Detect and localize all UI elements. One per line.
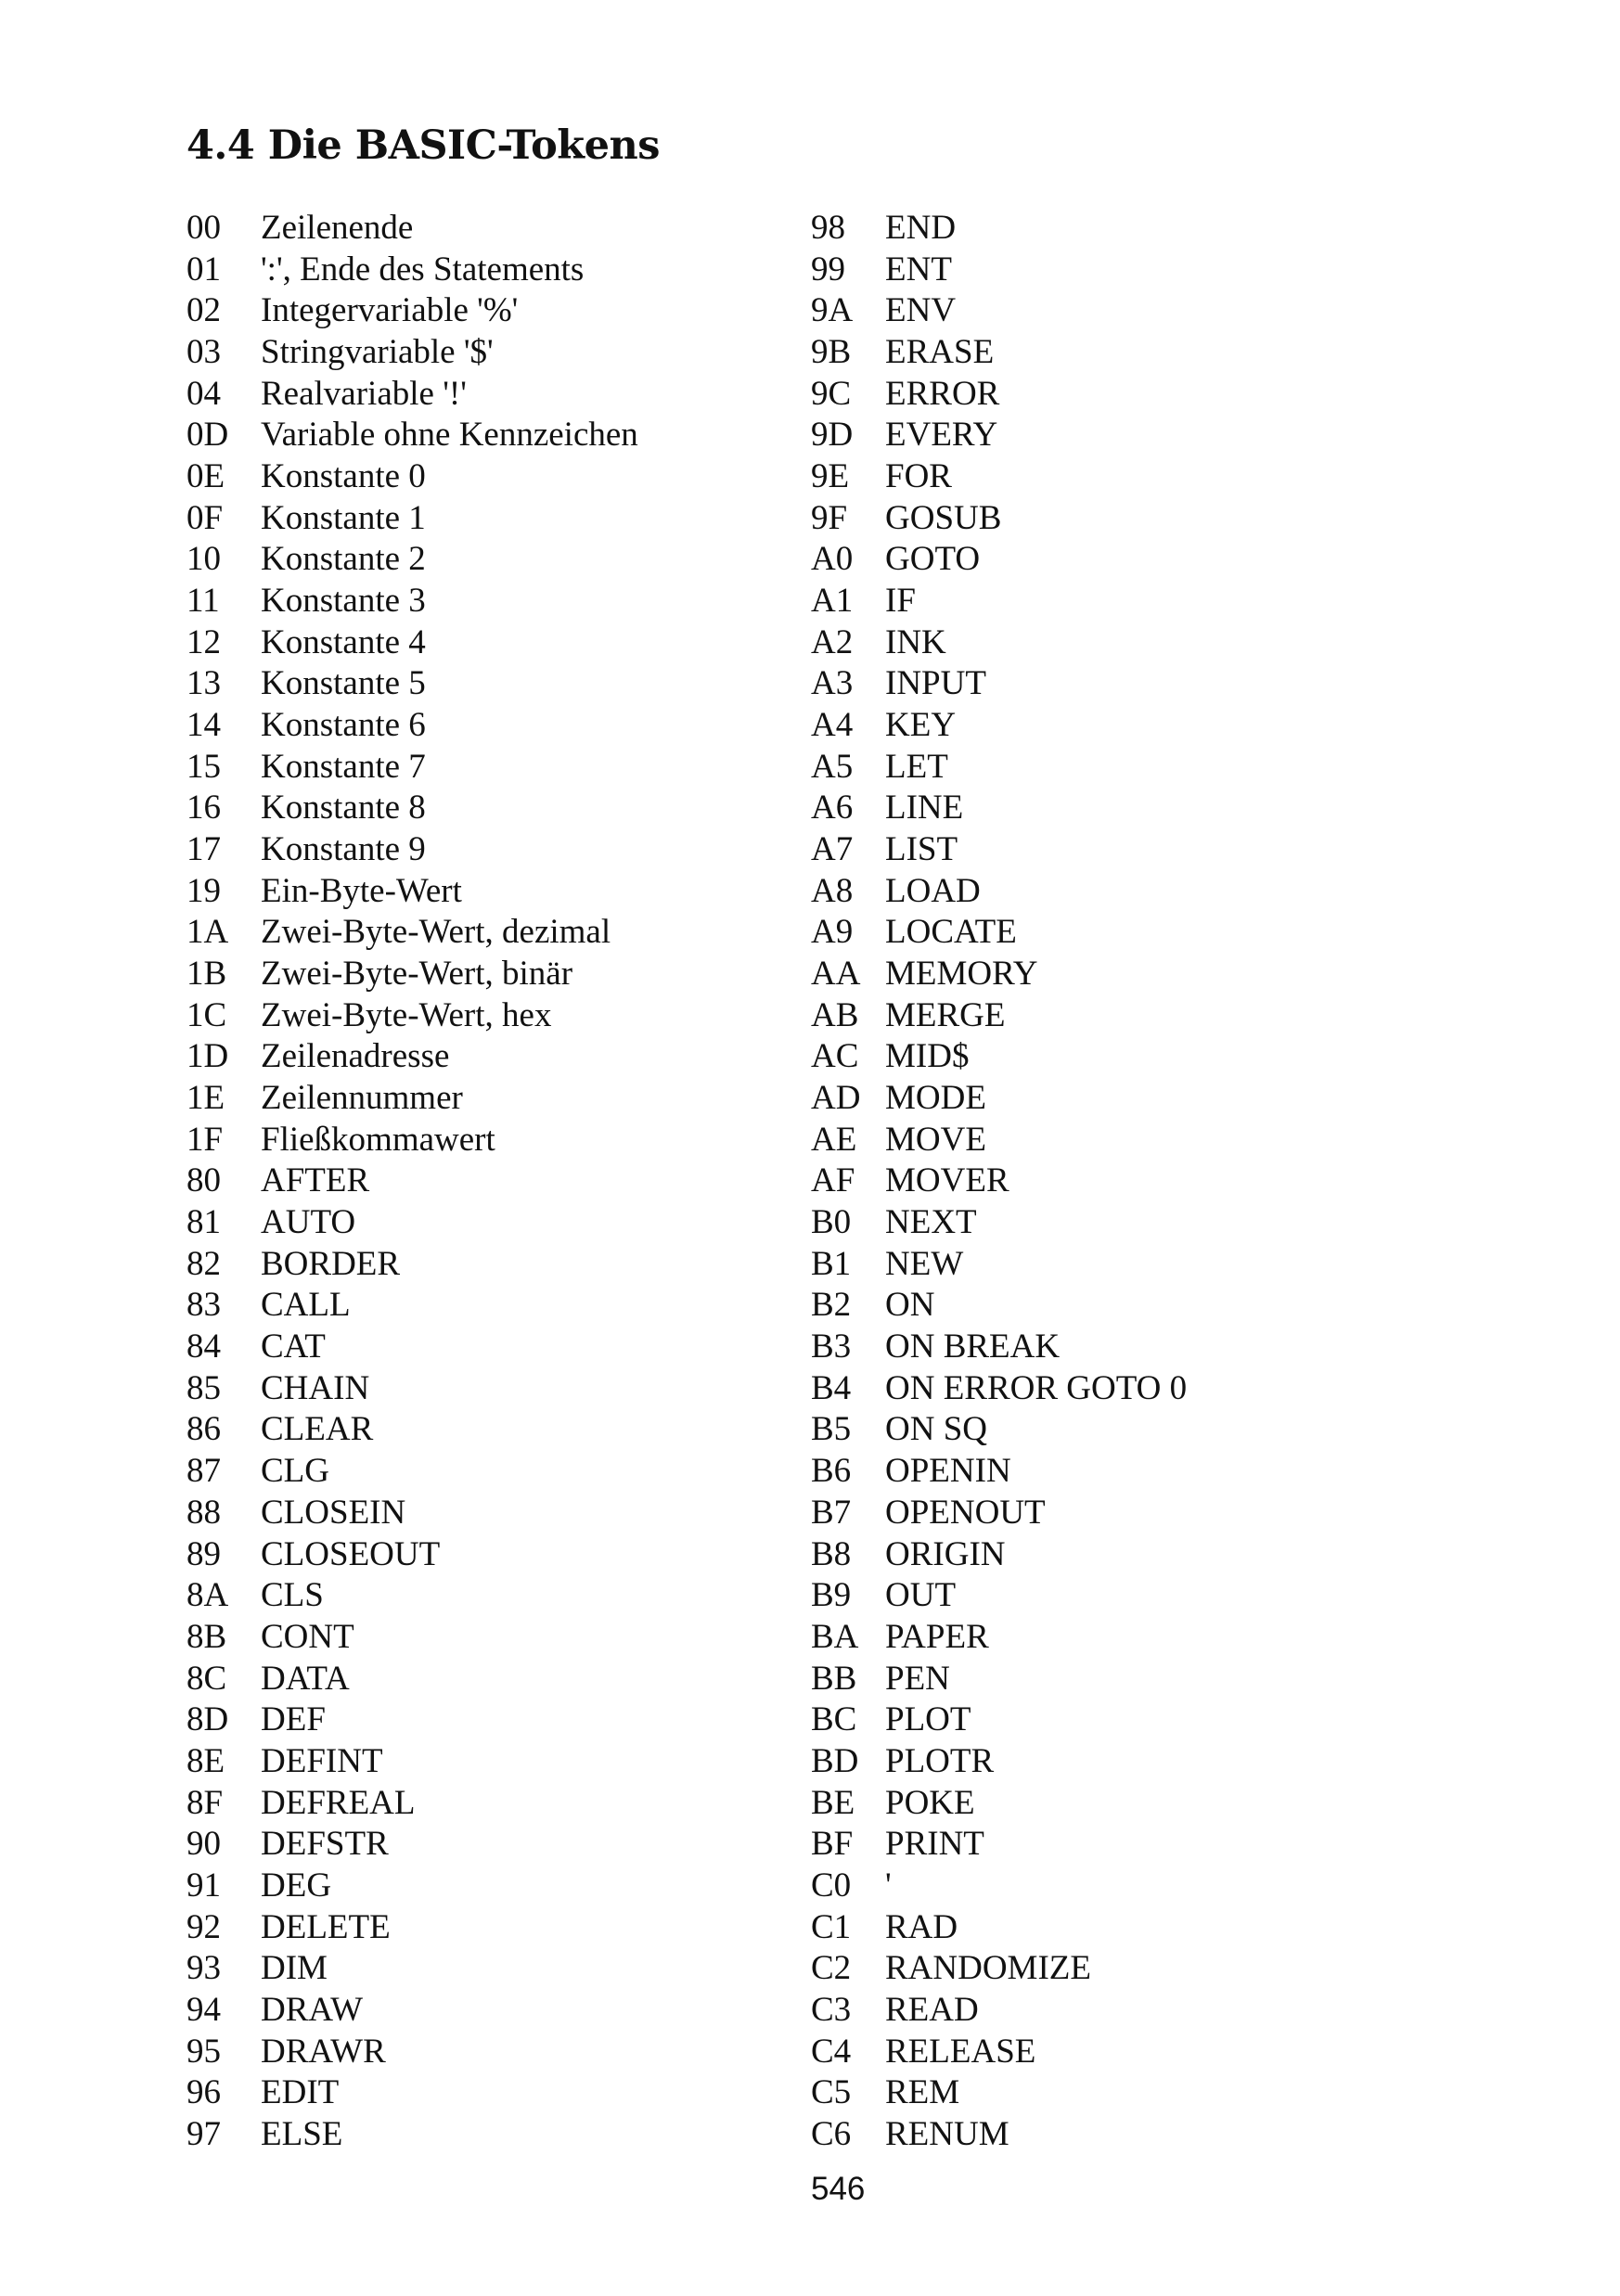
token-name: GOTO (885, 540, 981, 579)
token-name: MOVER (885, 1161, 1009, 1200)
token-name: MID$ (885, 1037, 970, 1076)
token-code: B9 (811, 1576, 852, 1615)
token-row (811, 539, 1187, 581)
token-code: 91 (186, 1866, 221, 1905)
token-code: 92 (186, 1907, 221, 1946)
token-row (186, 1534, 638, 1576)
token-row (811, 995, 1187, 1037)
token-row (186, 1202, 638, 1244)
token-name: ' (885, 1866, 892, 1905)
token-code: 93 (186, 1949, 221, 1988)
token-name: DEFREAL (261, 1783, 416, 1822)
token-code: 03 (186, 333, 221, 372)
token-row (186, 539, 638, 581)
token-code: 9A (811, 291, 854, 330)
token-name: CLS (261, 1576, 324, 1615)
token-name: MERGE (885, 995, 1006, 1034)
token-row (186, 871, 638, 913)
token-row (811, 1493, 1187, 1534)
token-name: CLEAR (261, 1410, 374, 1449)
token-name: RAD (885, 1907, 958, 1946)
token-name: LIST (885, 830, 958, 869)
token-name: ON SQ (885, 1410, 987, 1449)
token-name: Konstante 3 (261, 582, 426, 621)
token-name: Konstante 7 (261, 747, 426, 786)
token-name: READ (885, 1990, 979, 2029)
token-row (186, 829, 638, 871)
token-name: LINE (885, 789, 964, 827)
token-row (811, 250, 1187, 291)
token-row (186, 663, 638, 705)
token-code: A6 (811, 789, 854, 827)
token-name: Variable ohne Kennzeichen (261, 416, 638, 455)
token-name: Fließkommawert (261, 1120, 495, 1159)
token-name: Zwei-Byte-Wert, dezimal (261, 913, 611, 952)
token-code: 12 (186, 622, 221, 661)
token-name: Konstante 1 (261, 498, 426, 537)
token-row (186, 1575, 638, 1617)
token-code: 94 (186, 1990, 221, 2029)
token-row (811, 332, 1187, 374)
token-row (811, 1948, 1187, 1990)
token-code: C3 (811, 1990, 852, 2029)
token-row (811, 1202, 1187, 1244)
token-row (186, 2072, 638, 2114)
token-row (186, 1866, 638, 1907)
token-code: 15 (186, 747, 221, 786)
token-row (186, 208, 638, 250)
token-code: C4 (811, 2032, 852, 2071)
token-code: 04 (186, 374, 221, 413)
token-code: 8C (186, 1659, 227, 1698)
token-row (186, 705, 638, 747)
token-table-right-column (811, 208, 1187, 2156)
token-code: B3 (811, 1328, 852, 1366)
token-name: AFTER (261, 1161, 370, 1200)
token-name: CAT (261, 1328, 326, 1366)
token-code: 13 (186, 664, 221, 703)
token-name: OPENIN (885, 1452, 1011, 1491)
token-name: Zwei-Byte-Wert, binär (261, 955, 573, 994)
token-name: CLG (261, 1452, 329, 1491)
token-code: 9F (811, 498, 848, 537)
token-code: 1B (186, 955, 227, 994)
token-row (811, 622, 1187, 664)
token-row (811, 1617, 1187, 1659)
token-name: DRAWR (261, 2032, 386, 2071)
token-name: Zwei-Byte-Wert, hex (261, 995, 552, 1034)
token-row (186, 456, 638, 498)
token-row (186, 1783, 638, 1825)
page-number: 546 (811, 2171, 866, 2207)
token-name: BORDER (261, 1244, 401, 1283)
token-code: 8D (186, 1700, 229, 1739)
token-name: NEXT (885, 1203, 977, 1242)
token-name: Konstante 8 (261, 789, 426, 827)
token-row (186, 1368, 638, 1410)
token-row (811, 1700, 1187, 1741)
token-name: DELETE (261, 1907, 391, 1946)
token-code: BF (811, 1825, 854, 1864)
token-row (186, 1078, 638, 1120)
token-code: AE (811, 1120, 857, 1159)
token-row (186, 954, 638, 995)
token-name: ':', Ende des Statements (261, 250, 585, 289)
token-code: 00 (186, 209, 221, 247)
token-name: END (885, 209, 957, 247)
token-name: GOSUB (885, 498, 1002, 537)
token-row (811, 415, 1187, 456)
token-code: 80 (186, 1161, 221, 1200)
token-row (186, 788, 638, 829)
token-row (186, 1120, 638, 1161)
token-name: Zeilennummer (261, 1079, 463, 1118)
token-name: Konstante 9 (261, 830, 426, 869)
token-code: 8E (186, 1741, 225, 1780)
token-row (186, 374, 638, 416)
token-code: 14 (186, 706, 221, 745)
token-row (811, 788, 1187, 829)
token-code: 0D (186, 416, 229, 455)
token-row (186, 1409, 638, 1451)
token-name: Zeilenadresse (261, 1037, 450, 1076)
token-code: 02 (186, 291, 221, 330)
token-name: MEMORY (885, 955, 1038, 994)
token-code: A5 (811, 747, 854, 786)
token-row (186, 1493, 638, 1534)
token-code: A7 (811, 830, 854, 869)
token-row (811, 663, 1187, 705)
token-name: ENV (885, 291, 957, 330)
token-row (186, 1824, 638, 1866)
token-name: Konstante 0 (261, 457, 426, 496)
token-code: 8A (186, 1576, 229, 1615)
token-name: LOAD (885, 871, 981, 910)
token-code: AB (811, 995, 859, 1034)
token-name: EDIT (261, 2073, 340, 2112)
token-name: Ein-Byte-Wert (261, 871, 462, 910)
token-name: REM (885, 2073, 960, 2112)
token-code: 81 (186, 1203, 221, 1242)
token-row (811, 1741, 1187, 1783)
token-row (186, 1741, 638, 1783)
token-name: POKE (885, 1783, 975, 1822)
token-code: BB (811, 1659, 857, 1698)
token-row (811, 1327, 1187, 1368)
token-row (186, 2032, 638, 2073)
token-row (186, 1327, 638, 1368)
token-code: 89 (186, 1534, 221, 1573)
token-code: C5 (811, 2073, 852, 2112)
token-code: A9 (811, 913, 854, 952)
token-row (811, 2072, 1187, 2114)
token-name: Realvariable '!' (261, 374, 467, 413)
token-name: PLOT (885, 1700, 971, 1739)
token-name: MOVE (885, 1120, 986, 1159)
token-code: 0E (186, 457, 225, 496)
token-row (186, 1036, 638, 1078)
token-code: B4 (811, 1368, 852, 1407)
token-name: DEFSTR (261, 1825, 389, 1864)
token-row (811, 1824, 1187, 1866)
token-row (811, 2032, 1187, 2073)
token-name: PAPER (885, 1617, 989, 1656)
token-row (811, 1244, 1187, 1286)
token-code: 88 (186, 1493, 221, 1532)
token-code: BA (811, 1617, 859, 1656)
token-name: ON (885, 1286, 935, 1325)
token-row (186, 1948, 638, 1990)
token-code: AC (811, 1037, 859, 1076)
token-code: 1D (186, 1037, 229, 1076)
token-code: 1F (186, 1120, 224, 1159)
token-code: 97 (186, 2114, 221, 2153)
token-code: B7 (811, 1493, 852, 1532)
token-code: BE (811, 1783, 855, 1822)
token-code: B1 (811, 1244, 852, 1283)
token-name: EVERY (885, 416, 998, 455)
token-code: A1 (811, 582, 854, 621)
token-row (811, 1161, 1187, 1202)
token-name: RELEASE (885, 2032, 1036, 2071)
token-name: Integervariable '%' (261, 291, 519, 330)
token-code: B5 (811, 1410, 852, 1449)
token-code: A8 (811, 871, 854, 910)
token-name: ERASE (885, 333, 995, 372)
token-row (811, 1659, 1187, 1700)
token-name: IF (885, 582, 916, 621)
token-name: RANDOMIZE (885, 1949, 1091, 1988)
token-name: LOCATE (885, 913, 1017, 952)
token-code: 9D (811, 416, 854, 455)
token-code: 85 (186, 1368, 221, 1407)
token-row (811, 1409, 1187, 1451)
token-name: NEW (885, 1244, 964, 1283)
token-code: 1C (186, 995, 227, 1034)
token-row (811, 374, 1187, 416)
token-code: 82 (186, 1244, 221, 1283)
token-row (811, 954, 1187, 995)
token-name: Konstante 6 (261, 706, 426, 745)
token-code: 86 (186, 1410, 221, 1449)
token-row (186, 622, 638, 664)
token-name: Zeilenende (261, 209, 414, 247)
token-name: DEFINT (261, 1741, 383, 1780)
token-name: ELSE (261, 2114, 343, 2153)
token-code: 8F (186, 1783, 224, 1822)
token-row (811, 1783, 1187, 1825)
token-code: 87 (186, 1452, 221, 1491)
token-name: ERROR (885, 374, 1000, 413)
token-name: PRINT (885, 1825, 984, 1864)
token-code: 0F (186, 498, 224, 537)
token-code: BC (811, 1700, 857, 1739)
token-name: Konstante 4 (261, 622, 426, 661)
token-code: C1 (811, 1907, 852, 1946)
token-row (186, 332, 638, 374)
token-name: CHAIN (261, 1368, 370, 1407)
token-row (186, 995, 638, 1037)
token-name: LET (885, 747, 948, 786)
token-name: PEN (885, 1659, 950, 1698)
token-code: AD (811, 1079, 861, 1118)
token-name: INPUT (885, 664, 986, 703)
token-row (811, 2114, 1187, 2156)
token-row (811, 1534, 1187, 1576)
token-code: 98 (811, 209, 845, 247)
token-row (811, 1036, 1187, 1078)
token-code: 96 (186, 2073, 221, 2112)
token-row (811, 581, 1187, 622)
token-code: C2 (811, 1949, 852, 1988)
token-name: ON ERROR GOTO 0 (885, 1368, 1188, 1407)
token-code: B6 (811, 1452, 852, 1491)
token-row (811, 208, 1187, 250)
token-code: A4 (811, 706, 854, 745)
token-row (186, 290, 638, 332)
token-name: CALL (261, 1286, 351, 1325)
token-row (811, 456, 1187, 498)
token-name: ORIGIN (885, 1534, 1006, 1573)
token-name: ON BREAK (885, 1328, 1061, 1366)
token-code: 99 (811, 250, 845, 289)
token-code: A2 (811, 622, 854, 661)
token-code: B2 (811, 1286, 852, 1325)
token-row (811, 290, 1187, 332)
token-name: MODE (885, 1079, 986, 1118)
token-row (186, 1907, 638, 1949)
token-code: 83 (186, 1286, 221, 1325)
token-row (811, 1120, 1187, 1161)
token-name: OPENOUT (885, 1493, 1046, 1532)
token-row (186, 1700, 638, 1741)
token-name: ENT (885, 250, 952, 289)
token-code: 19 (186, 871, 221, 910)
token-name: KEY (885, 706, 957, 745)
token-row (811, 1368, 1187, 1410)
token-table-left-column (186, 208, 638, 2156)
token-name: Konstante 5 (261, 664, 426, 703)
token-name: CLOSEOUT (261, 1534, 441, 1573)
token-row (811, 1451, 1187, 1493)
token-name: PLOTR (885, 1741, 995, 1780)
token-code: C6 (811, 2114, 852, 2153)
token-row (811, 498, 1187, 540)
token-code: 95 (186, 2032, 221, 2071)
token-name: OUT (885, 1576, 957, 1615)
token-row (186, 581, 638, 622)
token-code: 17 (186, 830, 221, 869)
token-code: 9B (811, 333, 852, 372)
token-row (186, 1244, 638, 1286)
token-code: 9E (811, 457, 850, 496)
token-name: CONT (261, 1617, 354, 1656)
token-code: C0 (811, 1866, 852, 1905)
token-name: DIM (261, 1949, 328, 1988)
token-row (186, 415, 638, 456)
token-code: 90 (186, 1825, 221, 1864)
token-row (186, 1161, 638, 1202)
token-row (186, 1451, 638, 1493)
token-name: DATA (261, 1659, 350, 1698)
page-title: 4.4 Die BASIC-Tokens (186, 122, 660, 169)
token-name: DRAW (261, 1990, 364, 2029)
token-row (811, 1866, 1187, 1907)
token-code: 10 (186, 540, 221, 579)
token-code: A3 (811, 664, 854, 703)
token-code: A0 (811, 540, 854, 579)
token-row (186, 1990, 638, 2032)
token-row (811, 1285, 1187, 1327)
token-code: AA (811, 955, 861, 994)
token-row (811, 829, 1187, 871)
token-code: BD (811, 1741, 859, 1780)
token-code: AF (811, 1161, 855, 1200)
token-row (186, 2114, 638, 2156)
token-row (811, 1078, 1187, 1120)
token-row (811, 871, 1187, 913)
token-name: FOR (885, 457, 952, 496)
token-name: Konstante 2 (261, 540, 426, 579)
token-code: B0 (811, 1203, 852, 1242)
token-name: AUTO (261, 1203, 356, 1242)
token-code: 1A (186, 913, 229, 952)
token-name: CLOSEIN (261, 1493, 406, 1532)
token-code: 11 (186, 582, 220, 621)
token-name: Stringvariable '$' (261, 333, 494, 372)
token-row (186, 1659, 638, 1700)
token-row (811, 747, 1187, 789)
token-name: INK (885, 622, 946, 661)
token-code: 1E (186, 1079, 225, 1118)
token-code: 9C (811, 374, 852, 413)
token-code: 01 (186, 250, 221, 289)
token-code: 84 (186, 1328, 221, 1366)
token-code: 8B (186, 1617, 227, 1656)
token-row (186, 747, 638, 789)
token-code: B8 (811, 1534, 852, 1573)
token-row (186, 1617, 638, 1659)
token-row (186, 1285, 638, 1327)
token-name: DEG (261, 1866, 332, 1905)
token-row (811, 1907, 1187, 1949)
token-name: RENUM (885, 2114, 1009, 2153)
token-row (186, 912, 638, 954)
token-row (811, 912, 1187, 954)
token-code: 16 (186, 789, 221, 827)
token-row (811, 1575, 1187, 1617)
token-row (811, 1990, 1187, 2032)
token-name: DEF (261, 1700, 326, 1739)
token-row (186, 498, 638, 540)
token-row (811, 705, 1187, 747)
token-row (186, 250, 638, 291)
